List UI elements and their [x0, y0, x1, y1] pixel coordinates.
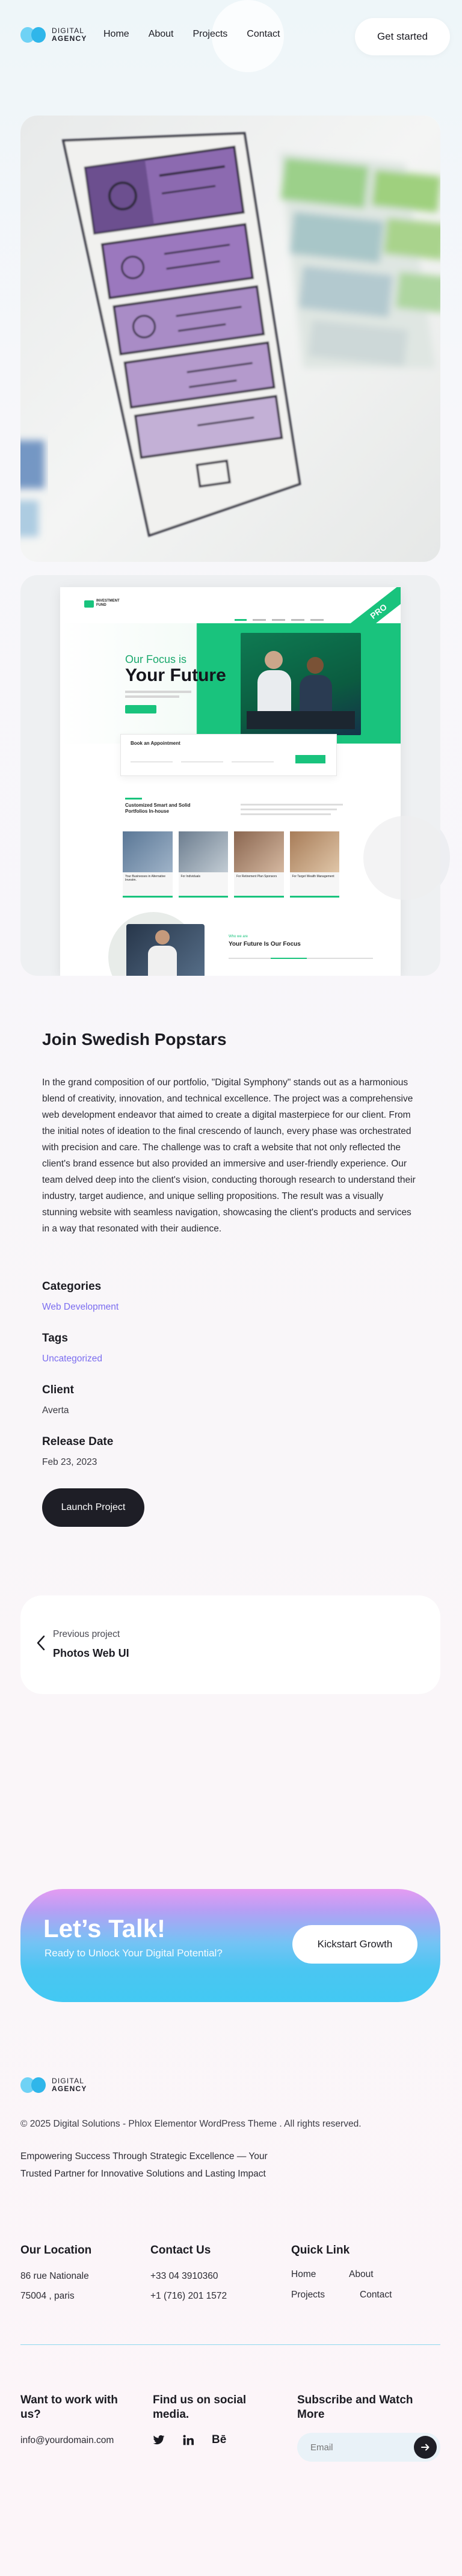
get-started-button[interactable]: Get started [355, 18, 450, 55]
mockup-appointment-title: Book an Appointment [131, 741, 180, 746]
email-input[interactable] [310, 2442, 407, 2453]
mockup-card [123, 831, 173, 898]
mockup-card-label: Your Businesses in Alternative Investm. [125, 875, 166, 882]
work-email-link[interactable]: info@yourdomain.com [20, 2435, 114, 2445]
project-title: Join Swedish Popstars [42, 1030, 227, 1049]
client-value: Averta [42, 1405, 69, 1416]
mockup-bottom-photo [126, 924, 205, 976]
release-date-label: Release Date [42, 1435, 114, 1448]
category-link[interactable]: Web Development [42, 1302, 119, 1312]
phone-1[interactable]: +33 04 3910360 [150, 2271, 218, 2281]
previous-project-title[interactable]: Photos Web UI [53, 1647, 129, 1659]
mockup-bottom-heading: Your Future Is Our Focus [229, 941, 301, 948]
quick-link-heading: Quick Link [291, 2244, 350, 2257]
mockup-card-row [123, 831, 339, 898]
logo-mark-icon [20, 26, 47, 43]
mockup-logo-icon [84, 600, 94, 608]
address-line1: 86 rue Nationale [20, 2271, 89, 2281]
subscribe-heading: Subscribe and Watch More [297, 2394, 413, 2421]
mockup-hero-photo [241, 633, 361, 735]
site-header [0, 0, 462, 72]
arrow-right-icon [420, 2442, 430, 2452]
social-heading: Find us on social media. [153, 2394, 247, 2421]
mockup-brand: INVESTMENT FUND [96, 599, 120, 607]
mockup-nav-bar [235, 619, 343, 623]
linkedin-icon[interactable] [183, 2435, 194, 2445]
mockup-card-label: For Retirement Plan Sponsors [236, 875, 277, 878]
cta-title: Let’s Talk! [43, 1914, 166, 1943]
subscribe-form [297, 2433, 440, 2462]
chevron-left-icon[interactable] [35, 1634, 47, 1652]
subscribe-submit-button[interactable] [414, 2436, 437, 2459]
twitter-icon[interactable] [153, 2435, 165, 2445]
phone-2[interactable]: +1 (716) 201 1572 [150, 2291, 227, 2301]
behance-icon[interactable]: Bē [212, 2433, 227, 2446]
mockup-hero-line1: Our Focus is [125, 653, 187, 665]
contact-heading: Contact Us [150, 2244, 211, 2257]
project-image-mockup [20, 575, 440, 976]
pro-badge-text: PRO [368, 602, 389, 621]
quick-link-home[interactable]: Home [291, 2269, 316, 2279]
nav-contact[interactable]: Contact [247, 29, 280, 39]
quick-link-projects[interactable]: Projects [291, 2290, 325, 2300]
nav-about[interactable]: About [148, 29, 174, 39]
mockup-card [234, 831, 284, 898]
project-description: In the grand composition of our portfolio, "Digital Symphony" stands out as a harmonious blend of creativity, innovation, and technical excellence. The project was a comprehensive web development endeavor that aimed to create a digital masterpiece for our client. From the initial notes of ideation to the final crescendo of launch, every phase was orchestrated with precision and care. The challenge was to craft a website that not only reflected the client's brand essence but also provided an immersive and user-friendly experience. Our team delved deep into the client's vision, conducting thorough research to understand their industry, target audience, and unique selling propositions. The result was a visually stunning website with seamless navigation, showcasing the client's products and services in a way that resonated with their audience. [42, 1077, 416, 1234]
wireframe-sketch-illustration [20, 116, 440, 562]
copyright-text: © 2025 Digital Solutions - Phlox Elementor WordPress Theme . All rights reserved. [20, 2119, 362, 2129]
quick-link-contact[interactable]: Contact [360, 2290, 392, 2300]
nav-home[interactable]: Home [103, 29, 129, 39]
work-with-us-heading: Want to work with us? [20, 2394, 118, 2421]
logo-mark-icon [20, 2077, 47, 2094]
mockup-frame [60, 587, 401, 976]
mockup-appointment-card [120, 734, 337, 776]
previous-project-card[interactable] [20, 1595, 440, 1694]
mockup-hero-button [125, 705, 156, 713]
mockup-card-label: For Individuals [180, 875, 201, 878]
footer-divider [20, 2344, 440, 2345]
project-image-sketch [20, 116, 440, 562]
cta-subtitle: Ready to Unlock Your Digital Potential? [45, 1947, 223, 1959]
mockup-section-heading: Customized Smart and Solid Portfolios In-house [125, 803, 191, 814]
mockup-card [290, 831, 340, 898]
site-logo[interactable] [20, 26, 87, 43]
location-heading: Our Location [20, 2244, 92, 2257]
client-label: Client [42, 1384, 74, 1396]
release-date-value: Feb 23, 2023 [42, 1457, 97, 1467]
mockup-hero-line2: Your Future [125, 665, 226, 685]
footer-logo-line2: AGENCY [52, 2085, 87, 2093]
logo-line1: DIGITAL [52, 26, 85, 35]
logo-line2: AGENCY [52, 34, 87, 43]
footer-tagline: Empowering Success Through Strategic Excellence — Your Trusted Partner for Innovative Solutions and Lasting Impact [20, 2151, 268, 2179]
mockup-bottom-small: Who we are [229, 935, 248, 938]
tag-link[interactable]: Uncategorized [42, 1354, 102, 1364]
footer-logo[interactable] [20, 2077, 87, 2094]
mockup-card [179, 831, 229, 898]
mockup-card-label: For Target Wealth Management [292, 875, 334, 878]
footer-logo-line1: DIGITAL [52, 2077, 85, 2085]
social-links [153, 2433, 226, 2447]
previous-project-label: Previous project [53, 1629, 120, 1639]
tags-label: Tags [42, 1332, 68, 1345]
launch-project-button[interactable]: Launch Project [42, 1488, 144, 1527]
decor-circle [363, 816, 440, 900]
quick-link-about[interactable]: About [349, 2269, 374, 2279]
nav-projects[interactable]: Projects [192, 29, 228, 39]
address-line2: 75004 , paris [20, 2291, 75, 2301]
kickstart-growth-button[interactable]: Kickstart Growth [292, 1925, 417, 1964]
categories-label: Categories [42, 1280, 102, 1293]
main-nav [103, 29, 280, 40]
